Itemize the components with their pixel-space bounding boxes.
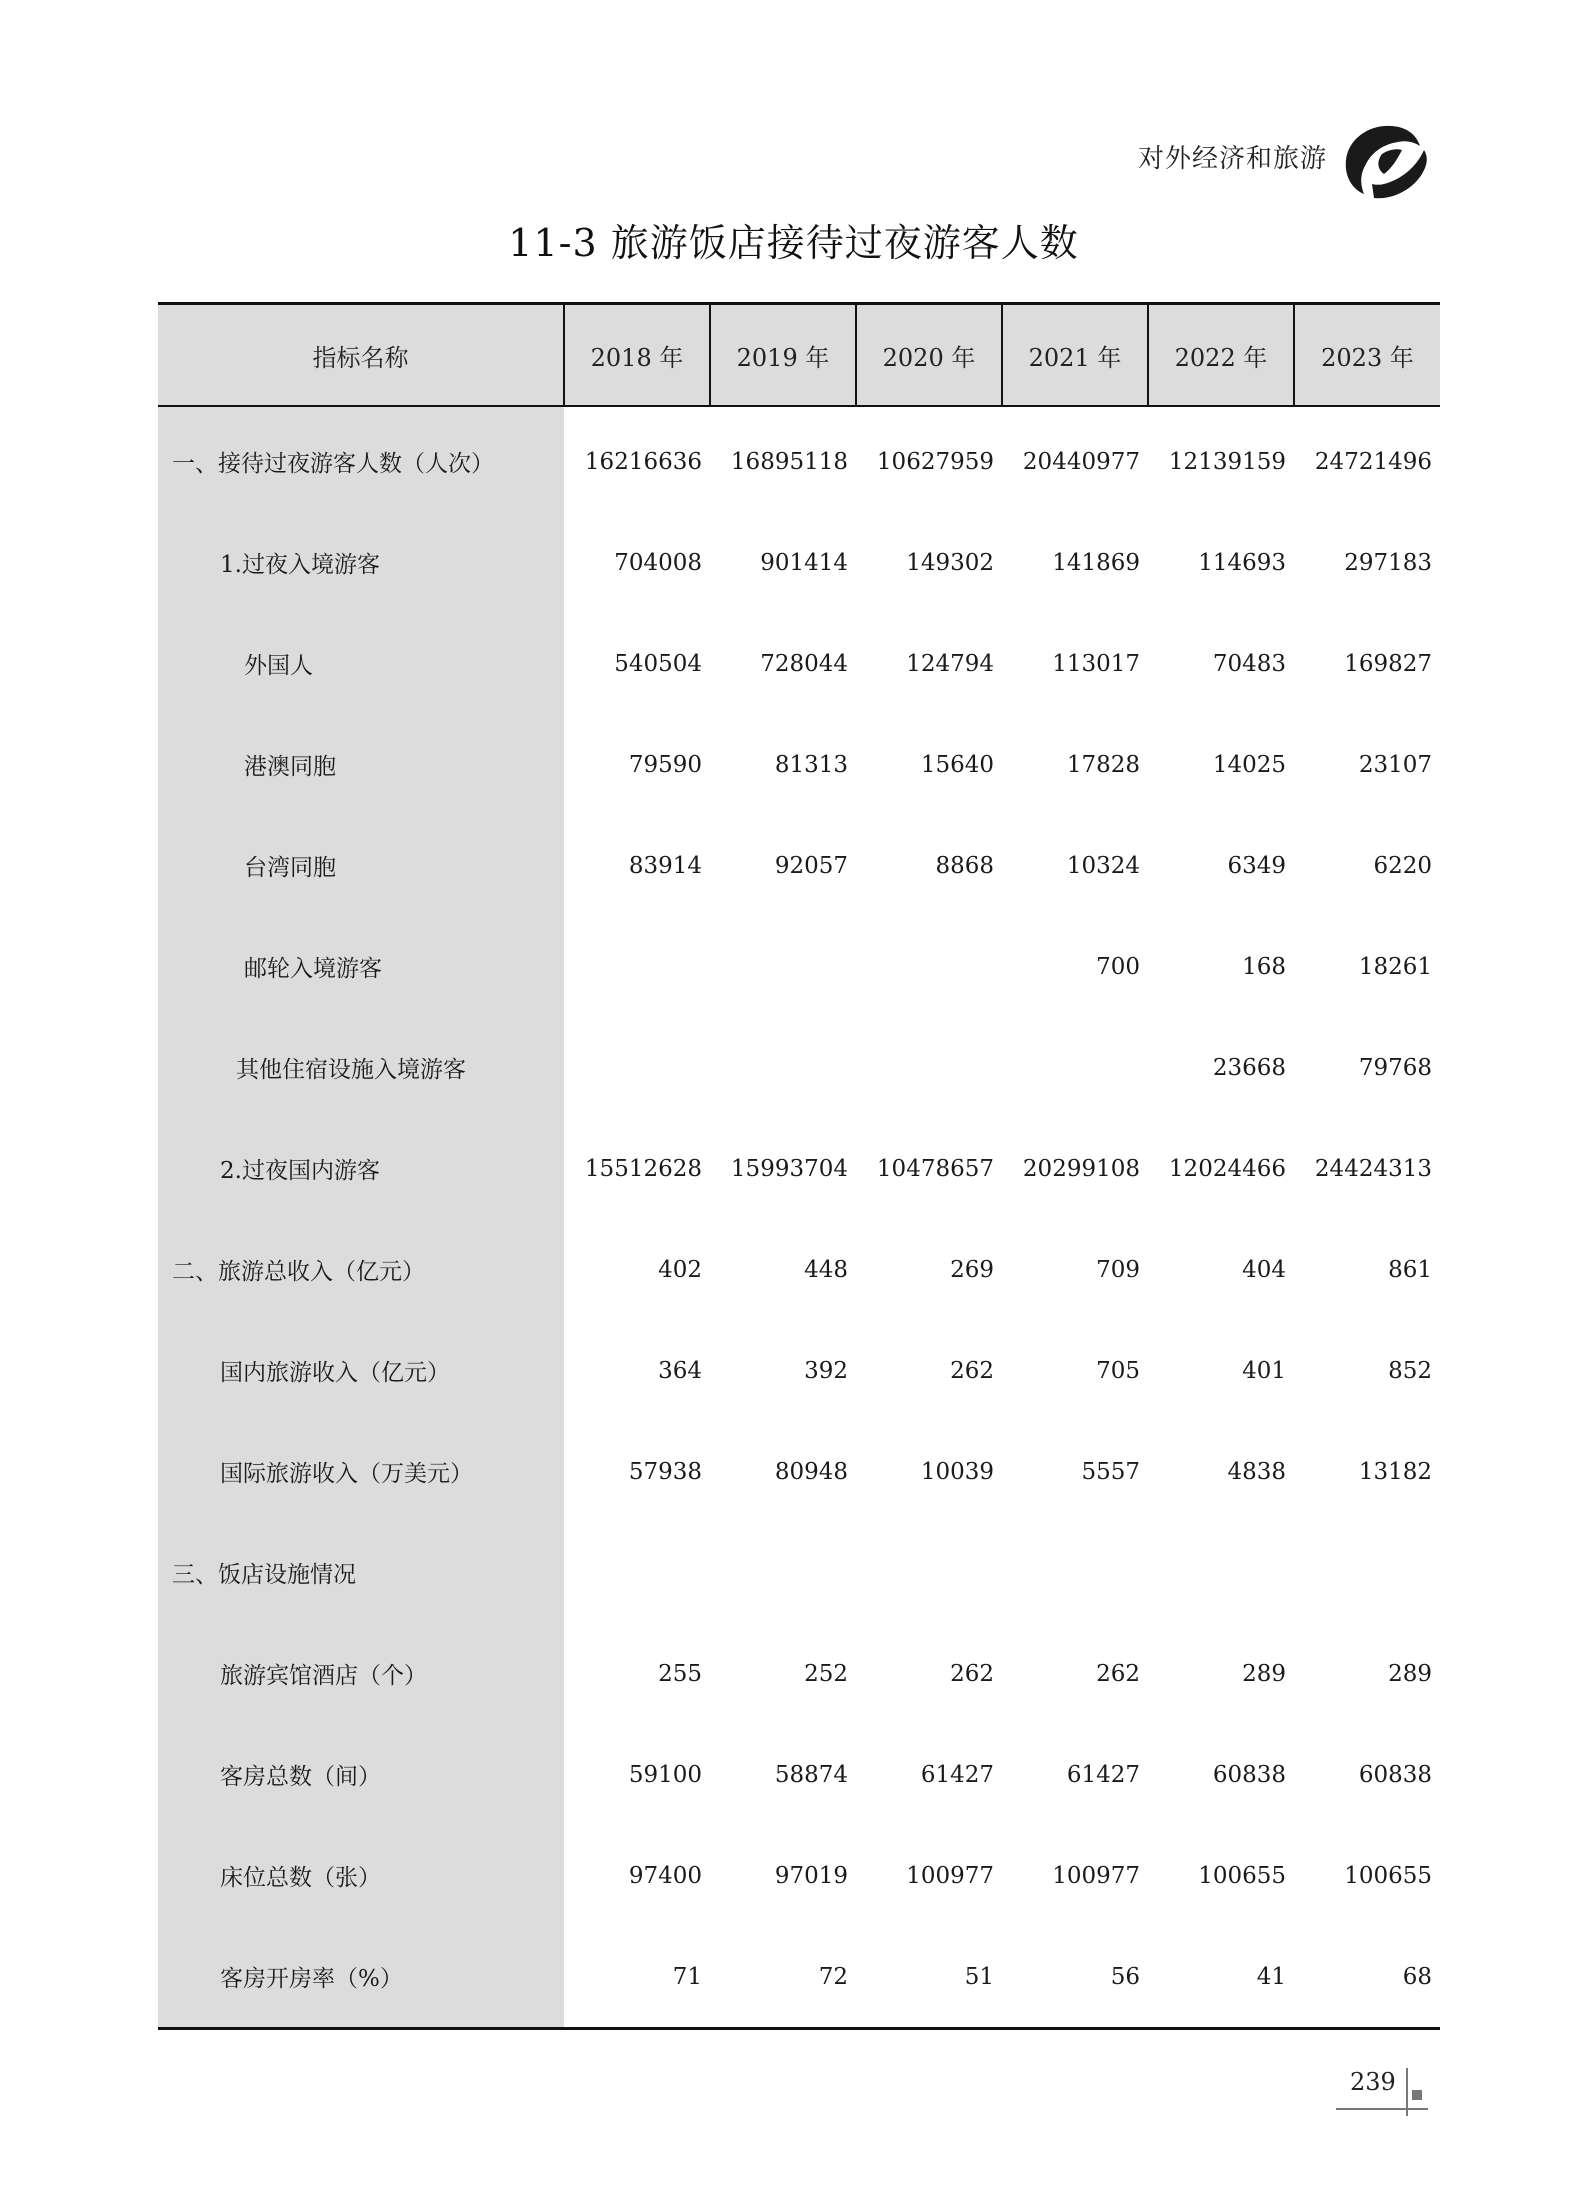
table-cell: 169827 xyxy=(1344,650,1432,677)
table-cell: 168 xyxy=(1242,953,1286,980)
table-cell: 262 xyxy=(950,1357,994,1384)
table-cell: 401 xyxy=(1242,1357,1286,1384)
header-row xyxy=(158,304,1440,407)
table-cell: 100655 xyxy=(1198,1862,1286,1889)
table-row xyxy=(158,1926,1440,2029)
table-row xyxy=(158,815,1440,916)
row-label: 港澳同胞 xyxy=(158,714,564,815)
table-row xyxy=(158,916,1440,1017)
table-cell: 16895118 xyxy=(730,448,848,475)
row-label: 台湾同胞 xyxy=(158,815,564,916)
table-cell: 262 xyxy=(950,1660,994,1687)
column-header: 2023 年 xyxy=(1294,304,1440,407)
row-label: 国际旅游收入（万美元） xyxy=(158,1421,564,1522)
table-cell: 57938 xyxy=(628,1458,702,1485)
table-cell: 4838 xyxy=(1227,1458,1286,1485)
table-row xyxy=(158,1017,1440,1118)
row-label: 国内旅游收入（亿元） xyxy=(158,1320,564,1421)
table-cell: 41 xyxy=(1148,1926,1294,2029)
table-cell: 24424313 xyxy=(1314,1155,1432,1182)
table-cell: 12139159 xyxy=(1168,448,1286,475)
table-cell: 16216636 xyxy=(584,448,702,475)
table-cell: 114693 xyxy=(1198,549,1286,576)
table-cell: 79590 xyxy=(628,751,702,778)
table-cell: 402 xyxy=(658,1256,702,1283)
table-cell: 8868 xyxy=(935,852,994,879)
table-cell: 289 xyxy=(1388,1660,1432,1687)
table-cell: 60838 xyxy=(1212,1761,1286,1788)
table-cell: 61427 xyxy=(1066,1761,1140,1788)
row-label: 1.过夜入境游客 xyxy=(158,512,564,613)
section-logo-icon xyxy=(1340,118,1430,202)
row-label: 客房开房率（%） xyxy=(158,1926,564,2029)
table-row xyxy=(158,1320,1440,1421)
table-cell xyxy=(856,1017,1002,1118)
row-label: 客房总数（间） xyxy=(158,1724,564,1825)
row-label: 二、旅游总收入（亿元） xyxy=(158,1219,564,1320)
page-number-rule xyxy=(1336,2108,1428,2110)
row-label: 三、饭店设施情况 xyxy=(158,1522,564,1623)
row-label: 其他住宿设施入境游客 xyxy=(158,1017,564,1118)
table-cell: 15993704 xyxy=(730,1155,848,1182)
table-cell xyxy=(564,1522,710,1623)
table-cell: 68 xyxy=(1294,1926,1440,2029)
table-cell: 10478657 xyxy=(876,1155,994,1182)
table-cell: 23668 xyxy=(1212,1054,1286,1081)
table-cell: 448 xyxy=(804,1256,848,1283)
column-header: 2021 年 xyxy=(1002,304,1148,407)
table-cell: 12024466 xyxy=(1168,1155,1286,1182)
row-label: 旅游宾馆酒店（个） xyxy=(158,1623,564,1724)
table-cell xyxy=(710,916,856,1017)
table-cell: 113017 xyxy=(1052,650,1140,677)
table-cell: 709 xyxy=(1096,1256,1140,1283)
table-cell: 83914 xyxy=(628,852,702,879)
table-cell: 700 xyxy=(1096,953,1140,980)
row-label: 外国人 xyxy=(158,613,564,714)
table-cell: 6349 xyxy=(1227,852,1286,879)
table-row xyxy=(158,1623,1440,1724)
table-cell: 97400 xyxy=(628,1862,702,1889)
table-cell: 255 xyxy=(658,1660,702,1687)
page-number-divider xyxy=(1406,2068,1408,2116)
table-cell: 72 xyxy=(710,1926,856,2029)
page-title: 11-3 旅游饭店接待过夜游客人数 xyxy=(508,221,1079,265)
table-cell xyxy=(856,1522,1002,1623)
table-cell: 6220 xyxy=(1373,852,1432,879)
table-cell: 81313 xyxy=(774,751,848,778)
table-cell xyxy=(1148,1522,1294,1623)
table-cell: 404 xyxy=(1242,1256,1286,1283)
column-header: 2018 年 xyxy=(564,304,710,407)
table-row xyxy=(158,1724,1440,1825)
table-header xyxy=(158,304,1440,407)
table-cell: 15512628 xyxy=(584,1155,702,1182)
table-cell: 14025 xyxy=(1212,751,1286,778)
table-cell xyxy=(1002,1522,1148,1623)
table-cell: 100977 xyxy=(906,1862,994,1889)
table-cell: 24721496 xyxy=(1314,448,1432,475)
table-cell: 79768 xyxy=(1358,1054,1432,1081)
table-cell xyxy=(856,916,1002,1017)
page-corner-mark xyxy=(1412,2090,1422,2100)
table-cell xyxy=(564,916,710,1017)
table-row xyxy=(158,1825,1440,1926)
table-row xyxy=(158,1118,1440,1219)
table-cell: 97019 xyxy=(774,1862,848,1889)
table-cell: 20299108 xyxy=(1022,1155,1140,1182)
table-cell: 59100 xyxy=(628,1761,702,1788)
table-cell: 297183 xyxy=(1344,549,1432,576)
table-cell: 852 xyxy=(1388,1357,1432,1384)
table-row xyxy=(158,406,1440,512)
column-header: 指标名称 xyxy=(158,304,564,407)
table-cell: 70483 xyxy=(1212,650,1286,677)
table-cell: 364 xyxy=(658,1357,702,1384)
table-row xyxy=(158,714,1440,815)
table-row xyxy=(158,1421,1440,1522)
table-cell: 705 xyxy=(1096,1357,1140,1384)
table-cell: 58874 xyxy=(774,1761,848,1788)
table-cell: 262 xyxy=(1096,1660,1140,1687)
column-header: 2022 年 xyxy=(1148,304,1294,407)
table-row xyxy=(158,1219,1440,1320)
table-cell xyxy=(1002,1017,1148,1118)
table-cell: 269 xyxy=(950,1256,994,1283)
table-cell: 100655 xyxy=(1344,1862,1432,1889)
table-cell: 10324 xyxy=(1066,852,1140,879)
table-row xyxy=(158,613,1440,714)
table-cell: 141869 xyxy=(1052,549,1140,576)
section-header: 对外经济和旅游 xyxy=(1138,144,1328,174)
table-cell xyxy=(1294,1522,1440,1623)
table-cell: 124794 xyxy=(906,650,994,677)
column-header: 2020 年 xyxy=(856,304,1002,407)
table-cell: 60838 xyxy=(1358,1761,1432,1788)
table-cell: 15640 xyxy=(920,751,994,778)
table-cell xyxy=(710,1017,856,1118)
table-cell: 51 xyxy=(856,1926,1002,2029)
table-cell: 61427 xyxy=(920,1761,994,1788)
table-cell: 704008 xyxy=(614,549,702,576)
table-cell: 100977 xyxy=(1052,1862,1140,1889)
table-cell: 13182 xyxy=(1358,1458,1432,1485)
row-label: 一、接待过夜游客人数（人次） xyxy=(158,406,564,512)
table-cell: 10627959 xyxy=(876,448,994,475)
table-cell: 252 xyxy=(804,1660,848,1687)
table-row xyxy=(158,1522,1440,1623)
table-cell: 861 xyxy=(1388,1256,1432,1283)
table-cell: 149302 xyxy=(906,549,994,576)
table-cell: 23107 xyxy=(1358,751,1432,778)
table-cell: 20440977 xyxy=(1022,448,1140,475)
table-cell: 5557 xyxy=(1081,1458,1140,1485)
row-label: 床位总数（张） xyxy=(158,1825,564,1926)
table-cell: 728044 xyxy=(760,650,848,677)
table-cell: 540504 xyxy=(614,650,702,677)
table-cell: 392 xyxy=(804,1357,848,1384)
table-cell: 71 xyxy=(564,1926,710,2029)
table-cell: 80948 xyxy=(774,1458,848,1485)
table-cell xyxy=(564,1017,710,1118)
table-cell: 901414 xyxy=(760,549,848,576)
table-cell: 92057 xyxy=(774,852,848,879)
table-cell: 17828 xyxy=(1066,751,1140,778)
column-header: 2019 年 xyxy=(710,304,856,407)
table-cell: 289 xyxy=(1242,1660,1286,1687)
row-label: 邮轮入境游客 xyxy=(158,916,564,1017)
statistics-table xyxy=(158,302,1440,2030)
table-cell xyxy=(710,1522,856,1623)
page-number: 239 xyxy=(1350,2068,1396,2096)
table-row xyxy=(158,512,1440,613)
table-cell: 10039 xyxy=(920,1458,994,1485)
table-cell: 56 xyxy=(1002,1926,1148,2029)
table-cell: 18261 xyxy=(1358,953,1432,980)
row-label: 2.过夜国内游客 xyxy=(158,1118,564,1219)
